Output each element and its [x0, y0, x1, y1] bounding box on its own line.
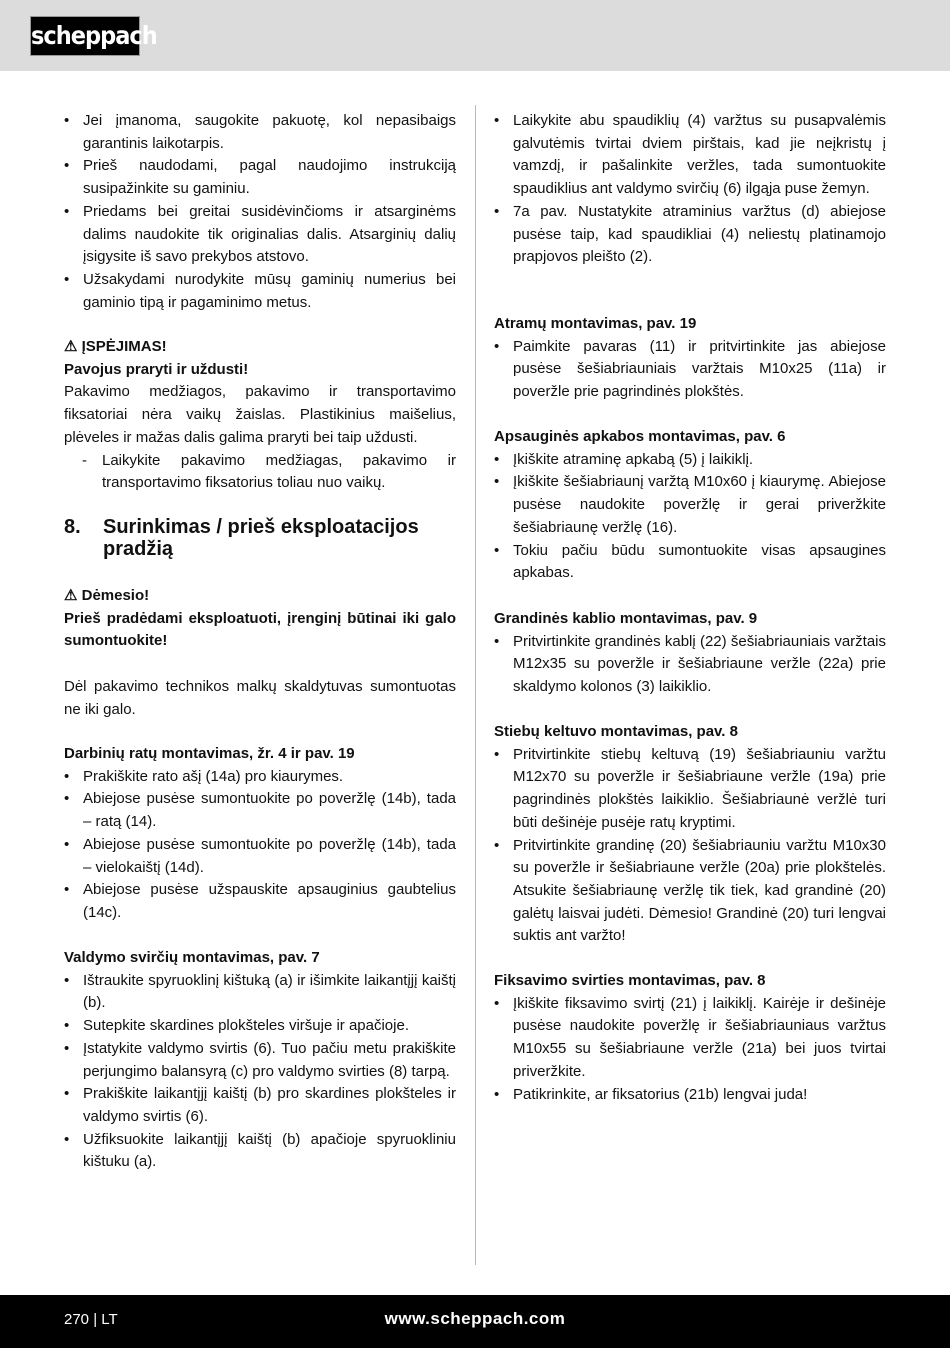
- column-divider: [475, 105, 476, 1265]
- list-item: • 7a pav. Nustatykite atraminius varžtus (d) abiejose pusėse taip, kad spaudikliai (4) neliestų platinamojo prapjovos pleišto (2).: [494, 201, 886, 269]
- website-link[interactable]: www.scheppach.com: [384, 1309, 566, 1328]
- section-title: Darbinių ratų montavimas, žr. 4 ir pav. 19: [64, 745, 355, 762]
- page-number: 270 | LT: [64, 1311, 118, 1328]
- warning-dash-item: - Laikykite pakavimo medžiagas, pakavimo ir transportavimo fiksatorius toliau nuo vaikų.: [64, 450, 456, 495]
- section-title: Surinkimas / prieš eksploatacijos pradžią: [103, 516, 419, 560]
- intro-list: [64, 110, 456, 314]
- scheppach-logo: scheppach: [30, 16, 140, 56]
- list-item: • Pritvirtinkite stiebų keltuvą (19) šešiabriauniu varžtu M12x70 su poveržle ir šešiabriaune veržle (19a) prie pagrindinės plokštės laikiklio. Šešiabriaunė veržlė turi būti dešinėje pusėje ratų kryptimi.: [494, 744, 886, 835]
- top-right-list: [494, 110, 886, 269]
- attention-title: ⚠ Dėmesio!: [64, 587, 150, 604]
- section-heading: [64, 516, 456, 560]
- section-supports: [494, 313, 886, 404]
- warning-text: Pakavimo medžiagos, pakavimo ir transportavimo fiksatoriai nėra vaikų žaislas. Plastikinius maišelius, plėveles ir mažas dalis galima praryti bei taip uždusti.: [64, 383, 456, 446]
- list-item: • Laikykite abu spaudiklių (4) varžtus su pusapvalėmis galvutėmis tvirtai dviem pirštais, kad jie neįkristų į vamzdį, ir pašalinkite veržles, tada sumontuokite spaudiklius ant valdymo svirčių (6) ilgąja puse žemyn.: [494, 110, 886, 201]
- list-item: • Pritvirtinkite grandinę (20) šešiabriauniu varžtu M10x30 su poveržle ir šešiabriaune veržle (20a) prie plokštelės. Atsukite šešiabriaunę veržlę tik tiek, kad grandinė (20) galėtų laisvai judėti. Dėmesio! Grandinė (20) turi lengvai suktis ant varžto!: [494, 835, 886, 949]
- page-footer: [0, 1295, 950, 1348]
- list-item: • Užsakydami nurodykite mūsų gaminių numerius bei gaminio tipą ir pagaminimo metus.: [64, 269, 456, 314]
- list-item: • Prieš naudodami, pagal naudojimo instrukciją susipažinkite su gaminiu.: [64, 155, 456, 200]
- list-item: • Prakiškite laikantįjį kaištį (b) pro skardines plokšteles ir valdymo svirtis (6).: [64, 1083, 456, 1128]
- list-item: • Patikrinkite, ar fiksatorius (21b) lengvai juda!: [494, 1084, 886, 1107]
- warning-title: ⚠ ĮSPĖJIMAS!: [64, 338, 167, 355]
- attention-text: Prieš pradėdami eksploatuoti, įrenginį būtinai iki galo sumontuokite!: [64, 609, 456, 650]
- warning-subtitle: Pavojus praryti ir uždusti!: [64, 360, 249, 378]
- attention-block: [64, 585, 456, 653]
- section-title: Grandinės kablio montavimas, pav. 9: [494, 610, 758, 627]
- list-item: • Pritvirtinkite grandinės kablį (22) šešiabriauniais varžtais M12x35 su poveržle ir šešiabriaune veržle (22a) prie skaldymo kolonos (3) laikiklio.: [494, 631, 886, 699]
- section-title: Apsauginės apkabos montavimas, pav. 6: [494, 428, 786, 445]
- section-title: Stiebų keltuvo montavimas, pav. 8: [494, 723, 738, 740]
- section-title: Fiksavimo svirties montavimas, pav. 8: [494, 972, 766, 989]
- list-item: • Ištraukite spyruoklinį kištuką (a) ir išimkite laikantįjį kaištį (b).: [64, 970, 456, 1015]
- section-title: Atramų montavimas, pav. 19: [494, 315, 697, 332]
- section-number: 8.: [64, 516, 81, 538]
- list-item: • Įkiškite šešiabriaunį varžtą M10x60 į kiaurymę. Abiejose pusėse naudokite poveržlę ir gerai priveržkite šešiabriaunę veržlę (16).: [494, 471, 886, 539]
- list-item: • Prakiškite rato ašį (14a) pro kiaurymes.: [64, 766, 456, 789]
- section-levers: [64, 947, 456, 1174]
- section-title: Valdymo svirčių montavimas, pav. 7: [64, 949, 320, 966]
- list-item: • Abiejose pusėse užspauskite apsauginius gaubtelius (14c).: [64, 879, 456, 924]
- list-item: • Sutepkite skardines plokšteles viršuje ir apačioje.: [64, 1015, 456, 1038]
- list-item: • Paimkite pavaras (11) ir pritvirtinkite jas abiejose pusėse šešiabriauniais varžtais M10x25 (11a) ir poveržle prie pagrindinės plokštės.: [494, 336, 886, 404]
- list-item: • Tokiu pačiu būdu sumontuokite visas apsaugines apkabas.: [494, 540, 886, 585]
- page-header: [0, 0, 950, 71]
- list-item: • Įkiškite atraminę apkabą (5) į laikiklį.: [494, 449, 886, 472]
- list-item: • Abiejose pusėse sumontuokite po poveržlę (14b), tada – vielokaištį (14d).: [64, 834, 456, 879]
- list-item: • Jei įmanoma, saugokite pakuotę, kol nepasibaigs garantinis laikotarpis.: [64, 110, 456, 155]
- warning-block: [64, 336, 456, 495]
- section-fix: [494, 970, 886, 1106]
- section-guards: [494, 426, 886, 585]
- list-item: • Užfiksuokite laikantįjį kaištį (b) apačioje spyruokliniu kištuku (a).: [64, 1129, 456, 1174]
- list-item: • Įstatykite valdymo svirtis (6). Tuo pačiu metu prakiškite perjungimo balansyrą (c) pro valdymo svirties (8) tarpą.: [64, 1038, 456, 1083]
- list-item: • Priedams bei greitai susidėvinčioms ir atsarginėms dalims naudokite tik originalias dalis. Atsarginių dalių įsigysite iš savo prekybos atstovo.: [64, 201, 456, 269]
- section-hook: [494, 608, 886, 699]
- note-text: Dėl pakavimo technikos malkų skaldytuvas sumontuotas ne iki galo.: [64, 678, 456, 718]
- section-lifter: [494, 721, 886, 948]
- list-item: • Įkiškite fiksavimo svirtį (21) į laikiklį. Kairėje ir dešinėje pusėse naudokite poveržlę ir šešiabriauniaus varžtus M10x55 su šešiabriaune veržle (21a) bei juos tvirtai priveržkite.: [494, 993, 886, 1084]
- section-wheels: [64, 743, 456, 925]
- list-item: • Abiejose pusėse sumontuokite po poveržlę (14b), tada – ratą (14).: [64, 788, 456, 833]
- note: [64, 676, 456, 721]
